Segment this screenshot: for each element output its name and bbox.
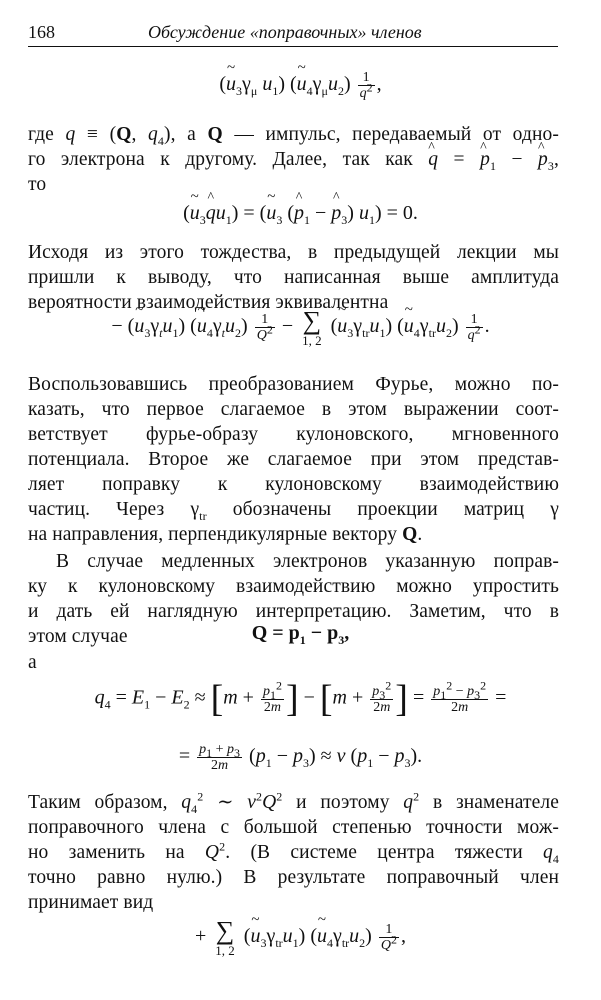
formula-equivalent-amplitude: − (~ $u_3\gamma_tu_1$) (~ $u_4\gamma_tu_2$) $\frac{1}{Q^2}$ − ∑ 1, 2 (~ $u_3\gamma_{tr}u_1$) (~ $u_4\gamma_{tr}u_2$) $\frac{1}{q^2}$ . [0, 308, 601, 347]
formula-momentum: $Q = p_1 - p_3$, [251, 622, 350, 647]
formula-correction-term: + ∑ 1, 2 (~ $u_3\gamma_{tr}u_1$) (~ $u_4\gamma_{tr}u_2$) $\frac{1}{Q^2}$ , [0, 918, 601, 957]
conjunction-a: а [28, 652, 37, 673]
paragraph-identity: Исходя из этого тождества, в предыдущей лекции мы пришли к выводу, что написанная выше амплитуда вероятности взаимодействия эквивалентна [28, 242, 559, 313]
formula-velocity: = $\frac{p_1 + p_3}{2m}$ $(p_1 - p_3) \approx v$ $(p_1 - p_3)$. [178, 742, 423, 773]
paragraph-slow-electrons: В случае медленных электронов указанную поправ- ку к кулоновскому взаимодействию можно упростить и дать ей наглядную интерпретацию. Заметим, что в этом случае [28, 551, 559, 647]
formula-energy-difference: $q_4 = E_1 - E_2 \approx [m$ + $\frac{p_1^2}{2m}$ ] − [m + $\frac{p_3^2}{2m}$ ] = $\frac{p_1^2 - p_3^2}{2m}$ = [94, 677, 507, 720]
running-title: Обсуждение «поправочных» членов [148, 22, 422, 42]
running-header [28, 20, 558, 47]
formula-amplitude: (~ $u_3\gamma_\mu$ $u_1$) (~ $u_4\gamma_\mu u_2$) $\frac{1}{q^2}$ , [0, 70, 601, 101]
formula-identity: (~ $u_3\^{}$ $qu_1$) = (~ $u_3$ (^ $p_1$ − ^ $p_3$) $u_1) = 0$. [0, 202, 601, 225]
paragraph-fourier: Воспользовавшись преобразованием Фурье, можно по- казать, что первое слагаемое в этом выражении соот- ветствует фурье-образу кулоновского, мгновенного потенциала. Второе же слагаемое при этом представ- ляет поправку к кулоновскому взаимодействию частиц. Через $\gamma_{tr}$ обозначены проекции матриц γ на направления, перпендикулярные вектору Q. [28, 374, 559, 545]
paragraph-definition: где q ≡ (Q, $q_4$), а Q — импульс, передаваемый от одно- го электрона к другому. Далее, так как ^ q = ^ $p_1$ − ^ $p_3$, то [28, 122, 559, 197]
page-number: 168 [28, 22, 55, 42]
paragraph-result: Таким образом, $q_4^2$ ∼ $v^2Q^2$ и поэтому $q^2$ в знаменателе поправочного члена с большой степенью точности мож- но заменить на $Q^2$. (В системе центра тяжести $q_4$ точно равно нулю.) В результате поправочный член принимает вид [28, 789, 559, 913]
